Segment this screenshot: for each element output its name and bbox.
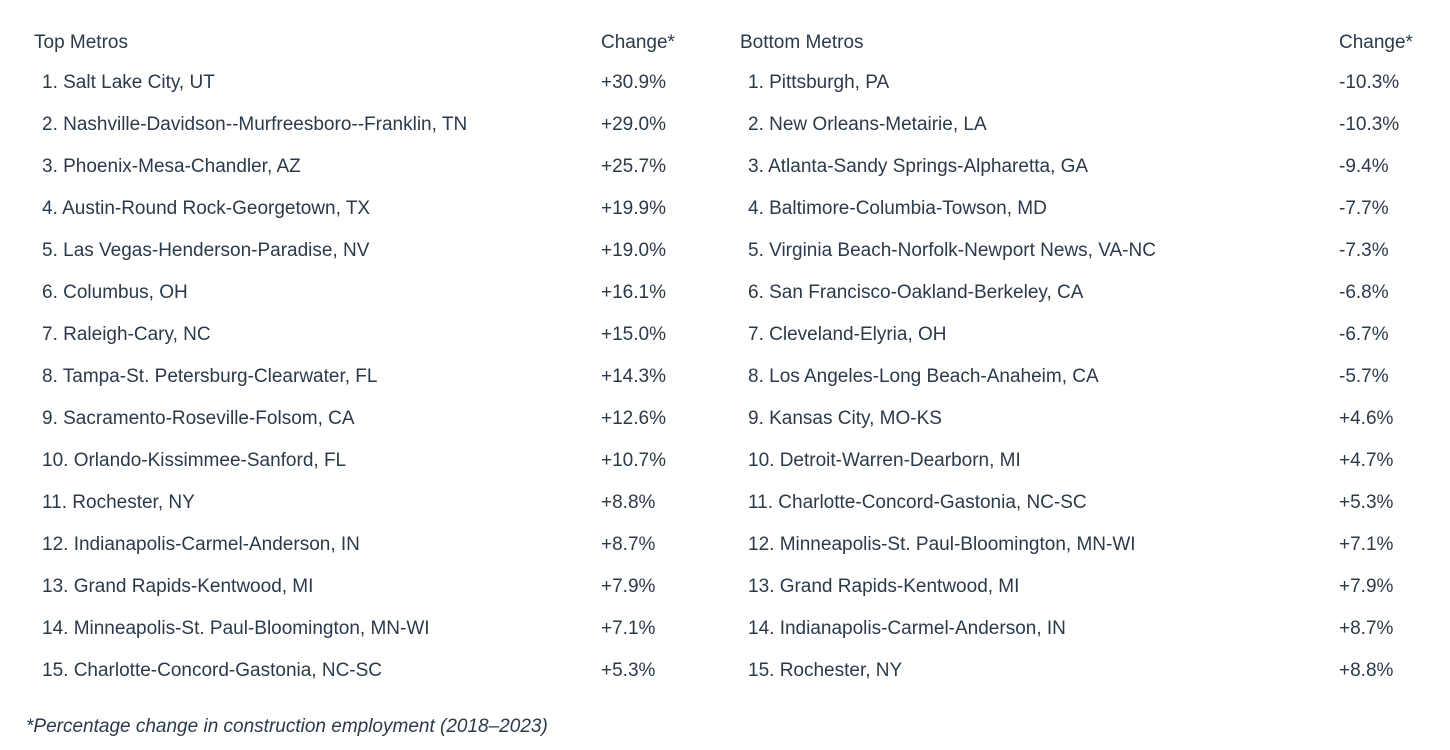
- table-row: [740, 104, 1430, 146]
- top-metros-table: [34, 24, 684, 692]
- table-row: [740, 272, 1430, 314]
- table-row: [740, 650, 1430, 692]
- metro-change: +14.3%: [601, 366, 666, 387]
- metro-name: 4. Austin-Round Rock-Georgetown, TX: [42, 198, 371, 219]
- metro-change: +7.1%: [1339, 534, 1394, 555]
- metro-name: 2. Nashville-Davidson--Murfreesboro--Franklin, TN: [42, 114, 468, 135]
- metro-change: +8.8%: [1339, 660, 1394, 681]
- table-row: [740, 314, 1430, 356]
- metro-name: 2. New Orleans-Metairie, LA: [748, 114, 987, 135]
- metro-change: -7.7%: [1339, 198, 1389, 219]
- table-row: [740, 188, 1430, 230]
- metro-change: +8.7%: [1339, 618, 1394, 639]
- metro-name: 14. Minneapolis-St. Paul-Bloomington, MN-WI: [42, 618, 430, 639]
- metro-change: +19.0%: [601, 240, 666, 261]
- metro-change: +4.6%: [1339, 408, 1394, 429]
- metro-name: 1. Pittsburgh, PA: [748, 72, 890, 93]
- metro-change: -6.8%: [1339, 282, 1389, 303]
- metro-name: 1. Salt Lake City, UT: [42, 72, 215, 93]
- metro-name: 12. Indianapolis-Carmel-Anderson, IN: [42, 534, 360, 555]
- metro-change: +15.0%: [601, 324, 666, 345]
- bottom-metros-change-header: Change*: [1339, 32, 1413, 53]
- metro-change: -10.3%: [1339, 72, 1400, 93]
- table-row: [740, 440, 1430, 482]
- table-row: [34, 356, 684, 398]
- metro-change: -9.4%: [1339, 156, 1389, 177]
- metro-change: +8.8%: [601, 492, 656, 513]
- metro-name: 13. Grand Rapids-Kentwood, MI: [748, 576, 1020, 597]
- metro-name: 11. Charlotte-Concord-Gastonia, NC-SC: [748, 492, 1087, 513]
- metro-change: -7.3%: [1339, 240, 1389, 261]
- table-row: [740, 524, 1430, 566]
- table-row: [34, 524, 684, 566]
- metro-name: 3. Phoenix-Mesa-Chandler, AZ: [42, 156, 301, 177]
- table-row: [34, 566, 684, 608]
- metro-change: +25.7%: [601, 156, 666, 177]
- table-row: [740, 356, 1430, 398]
- table-row: [34, 650, 684, 692]
- metro-name: 3. Atlanta-Sandy Springs-Alpharetta, GA: [748, 156, 1089, 177]
- bottom-metros-header: [740, 24, 1430, 62]
- metro-name: 12. Minneapolis-St. Paul-Bloomington, MN-WI: [748, 534, 1136, 555]
- metro-change: +7.9%: [1339, 576, 1394, 597]
- metro-change: +4.7%: [1339, 450, 1394, 471]
- metro-name: 4. Baltimore-Columbia-Towson, MD: [748, 198, 1047, 219]
- metro-name: 15. Rochester, NY: [748, 660, 903, 681]
- metro-name: 7. Raleigh-Cary, NC: [42, 324, 211, 345]
- metro-change: +12.6%: [601, 408, 666, 429]
- metro-change: +5.3%: [601, 660, 656, 681]
- table-row: [34, 272, 684, 314]
- metro-name: 13. Grand Rapids-Kentwood, MI: [42, 576, 314, 597]
- table-row: [34, 608, 684, 650]
- metro-name: 8. Los Angeles-Long Beach-Anaheim, CA: [748, 366, 1099, 387]
- metro-name: 10. Orlando-Kissimmee-Sanford, FL: [42, 450, 347, 471]
- metro-change: +8.7%: [601, 534, 656, 555]
- top-metros-header: [34, 24, 684, 62]
- table-row: [740, 146, 1430, 188]
- metro-change: +19.9%: [601, 198, 666, 219]
- metro-name: 6. Columbus, OH: [42, 282, 188, 303]
- metro-name: 7. Cleveland-Elyria, OH: [748, 324, 947, 345]
- table-row: [740, 230, 1430, 272]
- top-metros-change-header: Change*: [601, 32, 675, 53]
- metro-change: +29.0%: [601, 114, 666, 135]
- table-row: [34, 482, 684, 524]
- metro-name: 9. Kansas City, MO-KS: [748, 408, 942, 429]
- metro-name: 14. Indianapolis-Carmel-Anderson, IN: [748, 618, 1066, 639]
- metro-name: 5. Las Vegas-Henderson-Paradise, NV: [42, 240, 370, 261]
- metro-change: -5.7%: [1339, 366, 1389, 387]
- metro-change: -10.3%: [1339, 114, 1400, 135]
- table-row: [34, 188, 684, 230]
- metro-name: 8. Tampa-St. Petersburg-Clearwater, FL: [42, 366, 378, 387]
- table-row: [34, 440, 684, 482]
- metro-name: 11. Rochester, NY: [42, 492, 195, 513]
- table-row: [740, 566, 1430, 608]
- metro-change: +10.7%: [601, 450, 666, 471]
- metro-name: 9. Sacramento-Roseville-Folsom, CA: [42, 408, 355, 429]
- bottom-metros-table: [740, 24, 1430, 692]
- metro-change: +30.9%: [601, 72, 666, 93]
- table-row: [740, 608, 1430, 650]
- metro-change: +7.1%: [601, 618, 656, 639]
- table-row: [740, 398, 1430, 440]
- metro-name: 10. Detroit-Warren-Dearborn, MI: [748, 450, 1021, 471]
- table-row: [34, 104, 684, 146]
- metro-change: +5.3%: [1339, 492, 1394, 513]
- metro-name: 6. San Francisco-Oakland-Berkeley, CA: [748, 282, 1084, 303]
- metro-change: +7.9%: [601, 576, 656, 597]
- table-row: [34, 398, 684, 440]
- top-metros-title: Top Metros: [34, 32, 128, 53]
- metro-name: 15. Charlotte-Concord-Gastonia, NC-SC: [42, 660, 383, 681]
- table-row: [740, 482, 1430, 524]
- metro-name: 5. Virginia Beach-Norfolk-Newport News, VA-NC: [748, 240, 1156, 261]
- footnote: *Percentage change in construction employment (2018–2023): [26, 716, 548, 737]
- metro-change: -6.7%: [1339, 324, 1389, 345]
- table-row: [34, 230, 684, 272]
- table-row: [34, 62, 684, 104]
- table-row: [34, 146, 684, 188]
- table-row: [34, 314, 684, 356]
- metro-change: +16.1%: [601, 282, 666, 303]
- bottom-metros-title: Bottom Metros: [740, 32, 864, 53]
- table-row: [740, 62, 1430, 104]
